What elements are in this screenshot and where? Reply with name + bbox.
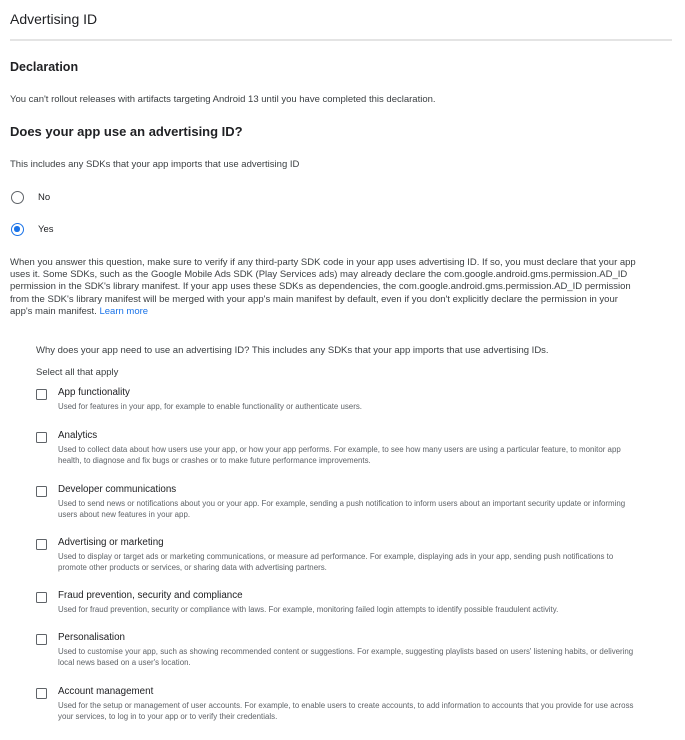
purpose-item-account-management[interactable] bbox=[36, 685, 636, 722]
purpose-item-fraud-prevention[interactable] bbox=[36, 589, 636, 615]
checkbox-advertising-or-marketing[interactable] bbox=[36, 539, 47, 550]
question-description: This includes any SDKs that your app imports that use advertising ID bbox=[10, 159, 300, 170]
question-title: Does your app use an advertising ID? bbox=[10, 124, 243, 139]
purpose-item-personalisation[interactable] bbox=[36, 631, 636, 668]
checkbox-account-management[interactable] bbox=[36, 688, 47, 699]
checkbox-fraud-prevention[interactable] bbox=[36, 592, 47, 603]
purpose-item-advertising-or-marketing[interactable] bbox=[36, 536, 636, 573]
radio-option-no[interactable] bbox=[11, 191, 50, 204]
declaration-heading: Declaration bbox=[10, 60, 79, 74]
purpose-item-app-functionality[interactable] bbox=[36, 386, 636, 412]
radio-button-yes[interactable] bbox=[11, 223, 24, 236]
purpose-item-analytics[interactable] bbox=[36, 429, 636, 466]
purpose-label: Developer communications bbox=[58, 484, 177, 495]
checkbox-analytics[interactable] bbox=[36, 432, 47, 443]
radio-option-yes[interactable] bbox=[11, 223, 54, 236]
sdk-info-body: When you answer this question, make sure to verify if any third-party SDK code in your app uses advertising ID. If so, you must declare that your app uses it. Some SDKs, such as the Google Mobile Ads SDK (Play Services ads) may already declare the com.google.android.gms.permission.AD_ID permission in the SDK's library manifest. If your app uses these SDKs as dependencies, the com.google.android.gms.permission.AD_ID permission from the SDK's library manifest will be merged with your app's main manifest by default, even if you don't explicitly declare the permission in your app's main manifest. bbox=[10, 257, 636, 317]
purpose-label: Personalisation bbox=[58, 632, 125, 643]
purpose-description: Used to collect data about how users use your app, or how your app performs. For example, to see how many users are using a particular feature, to monitor app health, to diagnose and fix bugs or crashes or to make future performance improvements. bbox=[58, 445, 621, 465]
radio-label-no: No bbox=[38, 192, 51, 203]
purpose-label: App functionality bbox=[58, 387, 130, 398]
checkbox-app-functionality[interactable] bbox=[36, 389, 47, 400]
purpose-item-developer-communications[interactable] bbox=[36, 483, 636, 520]
declaration-notice: You can't rollout releases with artifacts targeting Android 13 until you have completed this declaration. bbox=[10, 94, 436, 105]
purpose-label: Analytics bbox=[58, 430, 98, 441]
purpose-label: Advertising or marketing bbox=[58, 537, 164, 548]
checkbox-personalisation[interactable] bbox=[36, 634, 47, 645]
radio-button-no[interactable] bbox=[11, 191, 24, 204]
purpose-description: Used for the setup or management of user accounts. For example, to enable users to create accounts, to add information to accounts that you provide for use across your services, to log in to your app or to verify their credentials. bbox=[58, 701, 634, 721]
purpose-description: Used to display or target ads or marketing communications, or measure ad performance. For example, displaying ads in your app, sending push notifications to promote other products or services, or sharing data with advertising partners. bbox=[58, 552, 614, 572]
purpose-label: Fraud prevention, security and compliance bbox=[58, 590, 243, 601]
purposes-instruction: Select all that apply bbox=[36, 367, 119, 378]
checkbox-developer-communications[interactable] bbox=[36, 486, 47, 497]
page-title: Advertising ID bbox=[10, 11, 98, 27]
purposes-question: Why does your app need to use an advertising ID? This includes any SDKs that your app imports that use advertising IDs. bbox=[36, 345, 549, 356]
learn-more-link[interactable]: Learn more bbox=[99, 305, 149, 317]
sdk-info-text bbox=[10, 257, 638, 318]
purpose-description: Used for features in your app, for example to enable functionality or authenticate users. bbox=[58, 402, 362, 411]
purpose-description: Used to send news or notifications about you or your app. For example, sending a push notification to inform users about an important security update or informing users about new features in your app. bbox=[58, 499, 626, 519]
purpose-description: Used to customise your app, such as showing recommended content or suggestions. For example, suggesting playlists based on users' listening habits, or delivering local news based on a user's location. bbox=[58, 647, 634, 667]
header-divider bbox=[10, 39, 672, 41]
radio-label-yes: Yes bbox=[38, 224, 54, 235]
purpose-label: Account management bbox=[58, 686, 154, 697]
purpose-description: Used for fraud prevention, security or compliance with laws. For example, monitoring failed login attempts to identify possible fraudulent activity. bbox=[58, 605, 559, 614]
